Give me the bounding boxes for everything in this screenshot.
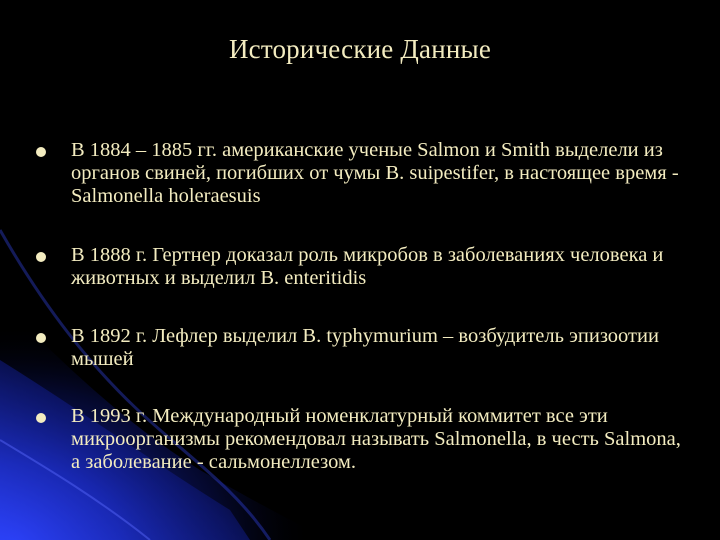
bullet-text: В 1892 г. Лефлер выделил B. typhymurium – возбудитель эпизоотии мышей xyxy=(71,325,659,370)
bullet-item xyxy=(36,325,686,371)
bullet-dot-icon xyxy=(36,147,46,157)
slide-title: Исторические Данные xyxy=(228,34,492,64)
bullet-item xyxy=(36,244,686,290)
bullet-text: В 1888 г. Гертнер доказал роль микробов в заболеваниях человека и животных и выделил B. enteritidis xyxy=(71,244,664,289)
bullet-dot-icon xyxy=(36,252,46,262)
bullet-item xyxy=(36,139,686,208)
bullet-item xyxy=(36,405,686,474)
bullet-text: В 1993 г. Международный номенклатурный коммитет все эти микроорганизмы рекомендовал называть Salmonella, в честь Salmona, а заболевание - сальмонеллезом. xyxy=(71,405,681,473)
bullet-text: В 1884 – 1885 гг. американские ученые Salmon и Smith выделели из органов свиней, погибших от чумы B. suipestifer, в настоящее время - Salmonella holeraesuis xyxy=(71,139,679,207)
bullet-dot-icon xyxy=(36,333,46,343)
bullet-dot-icon xyxy=(36,413,46,423)
